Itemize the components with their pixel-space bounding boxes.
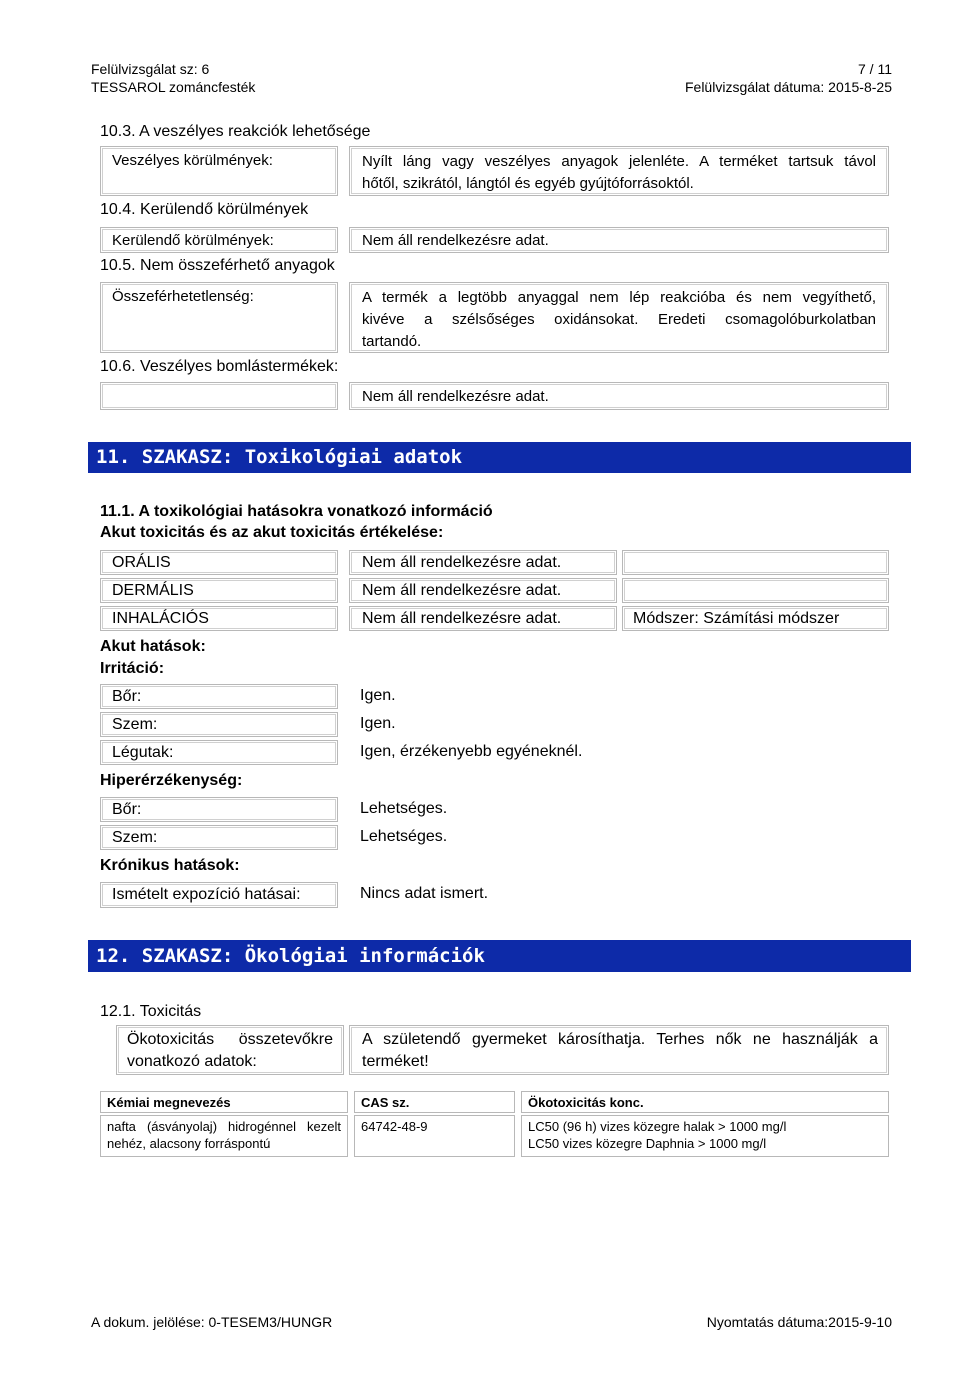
route-inhalation-method: Módszer: Számítási módszer xyxy=(633,610,840,627)
hazard-conditions-line-1: Nyílt láng vagy veszélyes anyagok jelenléte. A terméket tartsuk távol xyxy=(362,153,876,170)
irritation-eye-value: Igen. xyxy=(360,715,396,732)
sensitization-eye-value: Lehetséges. xyxy=(360,828,448,845)
chronic-effects-title: Krónikus hatások: xyxy=(100,857,240,874)
irritation-title: Irritáció: xyxy=(100,660,165,677)
incompatibility-line-2: kivéve a szélsőséges oxidánsokat. Eredeti csomagolóburkolatban xyxy=(362,311,876,328)
section-12-banner xyxy=(88,940,911,972)
document-id: A dokum. jelölése: 0-TESEM3/HUNGR xyxy=(91,1314,333,1330)
chronic-label: Ismételt expozíció hatásai: xyxy=(112,886,301,903)
table-header-name: Kémiai megnevezés xyxy=(100,1091,348,1113)
route-inhalation-value: Nem áll rendelkezésre adat. xyxy=(362,610,562,627)
section-12-title: 12. SZAKASZ: Ökológiai információk xyxy=(96,945,485,967)
irritation-eye-label-box xyxy=(100,712,338,737)
route-inhalation-method-box xyxy=(622,606,889,631)
decomposition-value-box xyxy=(349,382,889,410)
table-header-conc: Ökotoxicitás konc. xyxy=(521,1091,889,1113)
decomposition-value: Nem áll rendelkezésre adat. xyxy=(362,388,549,405)
avoid-conditions-value-box xyxy=(349,227,889,253)
irritation-skin-label: Bőr: xyxy=(112,688,142,705)
table-row-conc-line-1: LC50 (96 h) vizes közegre halak > 1000 mg/l xyxy=(528,1119,787,1134)
hazard-conditions-line-2: hőtől, szikrától, lángtól és egyéb gyújtóforrásoktól. xyxy=(362,175,694,192)
route-oral-value-box xyxy=(349,550,617,575)
irritation-skin-value: Igen. xyxy=(360,687,396,704)
table-row-conc-cell xyxy=(521,1115,889,1157)
irritation-airway-label-box xyxy=(100,740,338,765)
decomposition-label-box xyxy=(100,382,338,410)
ecotox-value-line-2: terméket! xyxy=(362,1053,429,1070)
sensitization-skin-label-box xyxy=(100,797,338,822)
incompatibility-label: Összeférhetetlenség: xyxy=(112,288,254,305)
route-oral-value: Nem áll rendelkezésre adat. xyxy=(362,554,562,571)
route-dermal-value-box xyxy=(349,578,617,603)
section-10-5-title: 10.5. Nem összeférhető anyagok xyxy=(100,257,335,274)
product-name: TESSAROL zománcfesték xyxy=(91,79,256,95)
table-row-cas: 64742-48-9 xyxy=(361,1119,428,1134)
hazard-conditions-label: Veszélyes körülmények: xyxy=(112,152,273,169)
section-10-6-title: 10.6. Veszélyes bomlástermékek: xyxy=(100,358,339,375)
route-dermal-method-box xyxy=(622,578,889,603)
section-11-1-title: 11.1. A toxikológiai hatásokra vonatkozó információ xyxy=(100,503,493,520)
page-number: 7 / 11 xyxy=(858,61,892,77)
print-date: Nyomtatás dátuma:2015-9-10 xyxy=(706,1314,892,1330)
irritation-eye-label: Szem: xyxy=(112,716,158,733)
irritation-airway-value: Igen, érzékenyebb egyéneknél. xyxy=(360,743,583,760)
section-10-3-title: 10.3. A veszélyes reakciók lehetősége xyxy=(100,123,371,140)
acute-effects-title: Akut hatások: xyxy=(100,638,206,655)
irritation-skin-label-box xyxy=(100,684,338,709)
sensitization-skin-label: Bőr: xyxy=(112,801,142,818)
ecotox-label-box xyxy=(116,1025,344,1075)
table-row-conc-line-2: LC50 vizes közegre Daphnia > 1000 mg/l xyxy=(528,1136,767,1151)
route-oral-label-box xyxy=(100,550,338,575)
table-row-name-line-1: nafta (ásványolaj) hidrogénnel kezelt xyxy=(107,1119,341,1134)
table-row-name-cell xyxy=(100,1115,348,1157)
avoid-conditions-label-box xyxy=(100,227,338,253)
sensitization-eye-label: Szem: xyxy=(112,829,158,846)
incompatibility-label-box xyxy=(100,282,338,353)
chronic-label-box xyxy=(100,882,338,908)
avoid-conditions-label: Kerülendő körülmények: xyxy=(112,232,274,249)
ecotox-value-line-1: A születendő gyermeket károsíthatja. Terhes nők ne használják a xyxy=(362,1031,878,1048)
table-row-name-line-2: nehéz, alacsony forráspontú xyxy=(107,1136,271,1151)
route-dermal-label-box xyxy=(100,578,338,603)
ecotox-label-line-2: vonatkozó adatok: xyxy=(127,1053,257,1070)
hazard-conditions-value-box xyxy=(349,146,889,196)
route-inhalation-label-box xyxy=(100,606,338,631)
avoid-conditions-value: Nem áll rendelkezésre adat. xyxy=(362,232,549,249)
section-10-4-title: 10.4. Kerülendő körülmények xyxy=(100,201,309,218)
table-header-cas: CAS sz. xyxy=(354,1091,515,1113)
revision-number: Felülvizsgálat sz: 6 xyxy=(91,61,210,77)
incompatibility-value-box xyxy=(349,282,889,353)
ecotox-value-box xyxy=(349,1025,889,1075)
section-12-1-title: 12.1. Toxicitás xyxy=(100,1003,202,1020)
sensitization-title: Hiperérzékenység: xyxy=(100,772,243,789)
irritation-airway-label: Légutak: xyxy=(112,744,174,761)
table-row-cas-cell xyxy=(354,1115,515,1157)
chronic-value: Nincs adat ismert. xyxy=(360,885,489,902)
acute-toxicity-title: Akut toxicitás és az akut toxicitás értékelése: xyxy=(100,524,444,541)
ecotox-label-line-1: Ökotoxicitás összetevőkre xyxy=(127,1031,333,1048)
route-dermal-label: DERMÁLIS xyxy=(112,582,194,599)
revision-date: Felülvizsgálat dátuma: 2015-8-25 xyxy=(684,79,892,95)
incompatibility-line-3: tartandó. xyxy=(362,333,422,350)
sensitization-eye-label-box xyxy=(100,825,338,850)
hazard-conditions-label-box xyxy=(100,146,338,196)
section-11-banner xyxy=(88,442,911,473)
sensitization-skin-value: Lehetséges. xyxy=(360,800,448,817)
section-11-title: 11. SZAKASZ: Toxikológiai adatok xyxy=(96,446,463,468)
incompatibility-line-1: A termék a legtöbb anyaggal nem lép reakcióba és nem vegyíthető, xyxy=(362,289,876,306)
route-oral-method-box xyxy=(622,550,889,575)
route-inhalation-value-box xyxy=(349,606,617,631)
route-dermal-value: Nem áll rendelkezésre adat. xyxy=(362,582,562,599)
route-oral-label: ORÁLIS xyxy=(112,554,171,571)
route-inhalation-label: INHALÁCIÓS xyxy=(112,610,209,627)
